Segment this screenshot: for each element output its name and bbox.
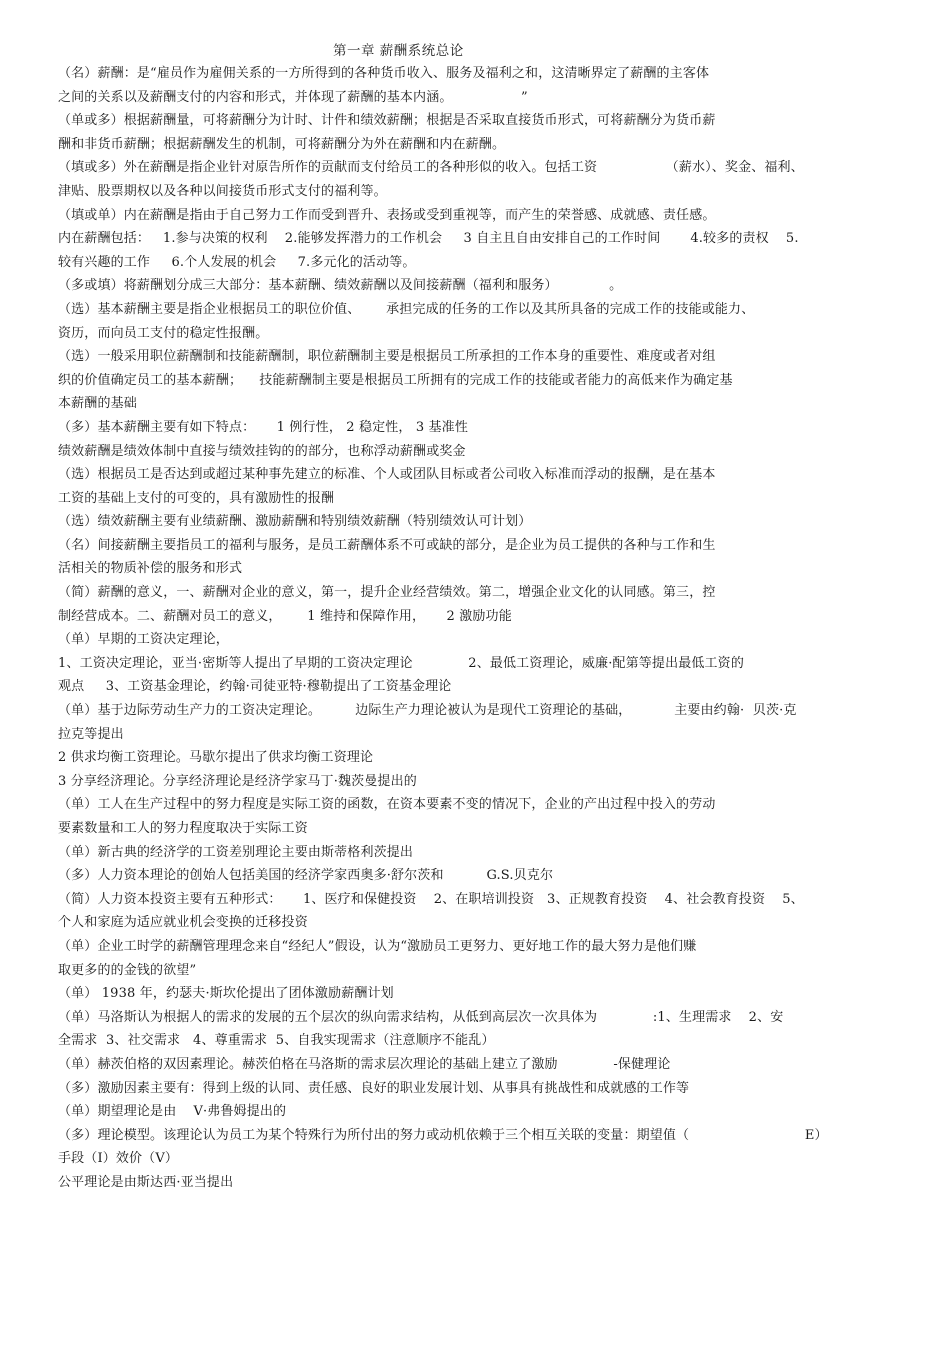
text-line: 手段（I）效价（V） <box>58 1151 179 1167</box>
text-line: （多）激励因素主要有：得到上级的认同、责任感、良好的职业发展计划、从事具有挑战性和成就感的工作等 <box>58 1080 690 1096</box>
text-line: 内在薪酬包括： 1.参与决策的权利 2.能够发挥潜力的工作机会 3 自主且自由安排自己的工作时间 4.较多的责权 5. <box>58 231 799 247</box>
text-line: 3 分享经济理论。分享经济理论是经济学家马丁·魏茨曼提出的 <box>58 773 417 789</box>
text-line: 活相关的物质补偿的服务和形式 <box>58 561 243 577</box>
text-line: 观点 3、工资基金理论，约翰·司徒亚特·穆勒提出了工资基金理论 <box>58 679 452 695</box>
text-line: （单）新古典的经济学的工资差别理论主要由斯蒂格利茨提出 <box>58 844 414 860</box>
text-line: （单）期望理论是由 V·弗鲁姆提出的 <box>58 1104 287 1120</box>
text-line: 酬和非货币薪酬；根据薪酬发生的机制，可将薪酬分为外在薪酬和内在薪酬。 <box>58 136 506 152</box>
text-line: （单）马洛斯认为根据人的需求的发展的五个层次的纵向需求结构，从低到高层次一次具体为 :1、生理需求 2、安 <box>58 1009 784 1025</box>
text-line: （填或多）外在薪酬是指企业针对原告所作的贡献而支付给员工的各种形似的收入。包括工资 （薪水）、奖金、福利、 <box>58 160 804 176</box>
text-line: 本薪酬的基础 <box>58 396 137 412</box>
text-line: 资历，而向员工支付的稳定性报酬。 <box>58 325 269 341</box>
text-line: （名）薪酬：是“雇员作为雇佣关系的一方所得到的各种货币收入、服务及福利之和，这清晰界定了薪酬的主客体 <box>58 66 710 81</box>
text-line: 2 供求均衡工资理论。马歇尔提出了供求均衡工资理论 <box>58 750 374 766</box>
text-line: 之间的关系以及薪酬支付的内容和形式，并体现了薪酬的基本内涵。 ” <box>58 89 528 105</box>
text-line: （单）赫茨伯格的双因素理论。赫茨伯格在马洛斯的需求层次理论的基础上建立了激励 -保健理论 <box>58 1056 671 1072</box>
text-line: 个人和家庭为适应就业机会变换的迁移投资 <box>58 915 308 931</box>
text-line: 全需求 3、社交需求 4、尊重需求 5、自我实现需求（注意顺序不能乱） <box>58 1033 495 1049</box>
text-line: 绩效薪酬是绩效体制中直接与绩效挂钩的的部分，也称浮动薪酬或奖金 <box>58 443 466 459</box>
text-line: 工资的基础上支付的可变的，具有激励性的报酬 <box>58 490 335 506</box>
text-line: （名）间接薪酬主要指员工的福利与服务，是员工薪酬体系不可或缺的部分，是企业为员工提供的各种与工作和生 <box>58 537 716 553</box>
text-line: （单） 1938 年，约瑟夫·斯坎伦提出了团体激励薪酬计划 <box>58 986 394 1002</box>
text-line: （多或填）将薪酬划分成三大部分：基本薪酬、绩效薪酬以及间接薪酬（福利和服务） 。 <box>58 278 623 294</box>
text-line: 津贴、股票期权以及各种以间接货币形式支付的福利等。 <box>58 183 387 199</box>
document-page <box>58 40 898 1195</box>
text-line: （多）基本薪酬主要有如下特点： 1 例行性， 2 稳定性， 3 基准性 <box>58 419 468 435</box>
text-line: 取更多的的金钱的欲望” <box>58 962 197 978</box>
text-line: 拉克等提出 <box>58 726 124 742</box>
text-line: 较有兴趣的工作 6.个人发展的机会 7.多元化的活动等。 <box>58 254 416 270</box>
text-line: （单）企业工时学的薪酬管理理念来自“经纪人”假设，认为“激励员工更努力、更好地工作的最大努力是他们赚 <box>58 938 697 954</box>
text-line: （单）工人在生产过程中的努力程度是实际工资的函数，在资本要素不变的情况下，企业的产出过程中投入的劳动 <box>58 797 716 813</box>
text-line: （选）基本薪酬主要是指企业根据员工的职位价值、 承担完成的任务的工作以及其所具备的完成工作的技能或能力、 <box>58 301 755 317</box>
text-line: （填或单）内在薪酬是指由于自己努力工作而受到晋升、表扬或受到重视等，而产生的荣誉感、成就感、责任感。 <box>58 207 716 223</box>
text-line: （简）人力资本投资主要有五种形式： 1、医疗和保健投资 2、在职培训投资 3、正规教育投资 4、社会教育投资 5、 <box>58 891 804 907</box>
document-body <box>58 62 898 1195</box>
text-line: （选）一般采用职位薪酬制和技能薪酬制，职位薪酬制主要是根据员工所承担的工作本身的重要性、难度或者对组 <box>58 349 716 365</box>
text-line: 要素数量和工人的努力程度取决于实际工资 <box>58 821 308 836</box>
text-line: （多）人力资本理论的创始人包括美国的经济学家西奥多·舒尔茨和 G.S.贝克尔 <box>58 868 554 884</box>
text-line: （多）理论模型。该理论认为员工为某个特殊行为所付出的努力或动机依赖于三个相互关联的变量：期望值（ E） <box>58 1127 828 1143</box>
text-line: 1、工资决定理论，亚当·密斯等人提出了早期的工资决定理论 2、最低工资理论，威廉·配第等提出最低工资的 <box>58 655 744 671</box>
chapter-title: 第一章 薪酬系统总论 <box>333 43 464 59</box>
text-line: （单）早期的工资决定理论， <box>58 632 229 648</box>
text-line: （简）薪酬的意义，一、薪酬对企业的意义，第一，提升企业经营绩效。第二，增强企业文化的认同感。第三，控 <box>58 585 716 601</box>
text-line: 制经营成本。二、薪酬对员工的意义， 1 维持和保障作用， 2 激励功能 <box>58 608 512 624</box>
text-line: 公平理论是由斯达西·亚当提出 <box>58 1174 234 1190</box>
text-line: （单或多）根据薪酬量，可将薪酬分为计时、计件和绩效薪酬；根据是否采取直接货币形式，可将薪酬分为货币薪 <box>58 113 716 129</box>
text-line: （单）基于边际劳动生产力的工资决定理论。 边际生产力理论被认为是现代工资理论的基础， 主要由约翰· 贝茨·克 <box>58 703 797 719</box>
text-line: （选）根据员工是否达到或超过某种事先建立的标准、个人或团队目标或者公司收入标准而浮动的报酬，是在基本 <box>58 467 716 483</box>
text-line: （选）绩效薪酬主要有业绩薪酬、激励薪酬和特别绩效薪酬（特别绩效认可计划） <box>58 514 532 530</box>
text-line: 织的价值确定员工的基本薪酬； 技能薪酬制主要是根据员工所拥有的完成工作的技能或者能力的高低来作为确定基 <box>58 372 733 388</box>
